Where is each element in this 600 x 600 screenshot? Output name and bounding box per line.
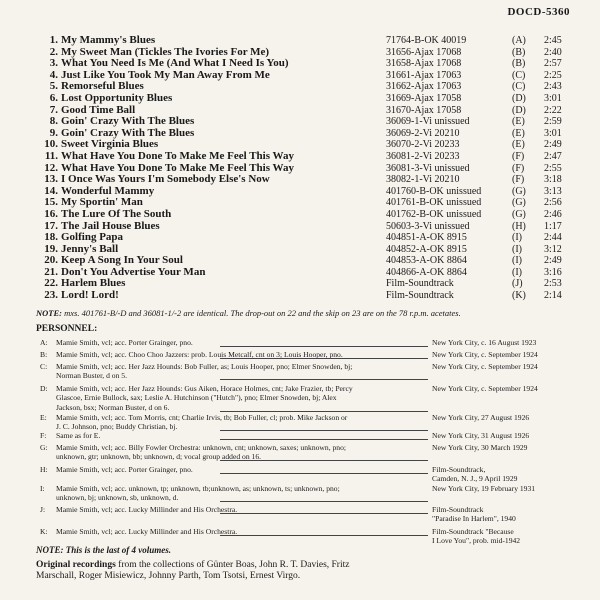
track-title: Jenny's Ball — [61, 242, 119, 255]
track-personnel-group: (G) — [512, 185, 526, 197]
track-personnel-group: (D) — [512, 104, 526, 116]
track-duration: 2:44 — [544, 232, 562, 244]
track-duration: 2:45 — [544, 35, 562, 46]
track-personnel-group: (I) — [512, 255, 522, 267]
track-row — [0, 116, 600, 128]
recording-location-date — [432, 384, 592, 393]
track-number: 12. — [44, 161, 58, 174]
track-duration: 2:55 — [544, 162, 562, 174]
catalog-number: DOCD-5360 — [507, 6, 570, 18]
personnel-entry — [0, 362, 600, 381]
location-line: Camden, N. J., 9 April 1929 — [432, 474, 518, 484]
track-personnel-group: (F) — [512, 162, 525, 174]
location-line: Film-Soundtrack "Because — [432, 527, 514, 536]
track-row — [0, 209, 600, 221]
recording-location-date — [432, 465, 592, 484]
track-title: Sweet Virginia Blues — [61, 138, 159, 151]
recording-location-date — [432, 362, 592, 371]
track-personnel-group: (F) — [512, 150, 525, 162]
track-duration: 2:49 — [544, 139, 562, 151]
track-matrix: Film-Soundtrack — [386, 290, 454, 302]
track-row — [0, 151, 600, 163]
track-matrix: 31662-Ajax 17063 — [386, 81, 462, 93]
personnel-line: Mamie Smith, vcl; acc. Lucky Millinder and His Orchestra. — [56, 527, 238, 536]
track-title: Keep A Song In Your Soul — [61, 254, 183, 267]
recording-location-date — [432, 443, 592, 452]
leader-line — [220, 358, 428, 359]
track-personnel-group: (I) — [512, 266, 522, 278]
personnel-entry — [0, 465, 600, 484]
track-title: Lord! Lord! — [61, 289, 119, 302]
track-personnel-group: (J) — [512, 278, 523, 290]
track-matrix: 31661-Ajax 17063 — [386, 69, 462, 81]
track-matrix: 31658-Ajax 17068 — [386, 58, 462, 70]
track-personnel-group: (K) — [512, 290, 526, 302]
personnel-lineup — [56, 362, 426, 381]
track-number: 20. — [44, 254, 58, 267]
location-line: Film-Soundtrack, — [432, 465, 486, 474]
track-duration: 2:59 — [544, 116, 562, 128]
track-matrix: 404853-A-OK 8864 — [386, 255, 467, 267]
track-title: Harlem Blues — [61, 277, 126, 290]
track-duration: 3:01 — [544, 127, 562, 139]
personnel-entry — [0, 484, 600, 503]
track-duration: 2:56 — [544, 197, 562, 209]
personnel-entry — [0, 527, 600, 546]
track-matrix: 404866-A-OK 8864 — [386, 266, 467, 278]
track-number: 14. — [44, 184, 58, 197]
track-title: What You Need Is Me (And What I Need Is You) — [61, 57, 289, 70]
track-matrix: 38082-1-Vi 20210 — [386, 174, 460, 186]
track-matrix: 404851-A-OK 8915 — [386, 232, 467, 244]
track-duration: 3:18 — [544, 174, 562, 186]
location-line: New York City, c. 16 August 1923 — [432, 338, 537, 347]
track-number: 8. — [49, 115, 58, 128]
personnel-line: Norman Buster, d on 5. — [56, 371, 127, 381]
track-duration: 2:40 — [544, 46, 562, 58]
track-personnel-group: (I) — [512, 232, 522, 244]
track-title: My Sweet Man (Tickles The Ivories For Me) — [61, 45, 270, 58]
personnel-lineup — [56, 413, 426, 432]
track-number: 22. — [44, 277, 58, 290]
track-personnel-group: (D) — [512, 92, 526, 104]
track-matrix: 31656-Ajax 17068 — [386, 46, 462, 58]
leader-line — [220, 439, 428, 440]
personnel-entry — [0, 431, 600, 440]
track-duration: 3:16 — [544, 266, 562, 278]
track-title: Goin' Crazy With The Blues — [61, 126, 195, 139]
track-matrix: 31669-Ajax 17058 — [386, 92, 462, 104]
location-line: New York City, 27 August 1926 — [432, 413, 530, 422]
personnel-entry — [0, 384, 600, 412]
track-personnel-group: (E) — [512, 139, 525, 151]
personnel-entry — [0, 505, 600, 524]
track-personnel-group: (I) — [512, 243, 522, 255]
recording-location-date — [432, 338, 592, 347]
personnel-line: Glascoe, Ernie Bullock, sax; Leslie A. Hutchinson ("Hutch"), pno; Elmer Snowden, bj; Alex — [56, 393, 337, 403]
track-row — [0, 290, 600, 302]
track-duration: 2:47 — [544, 150, 562, 162]
leader-line — [220, 379, 428, 380]
track-personnel-group: (E) — [512, 116, 525, 128]
personnel-letter: A: — [40, 338, 48, 347]
recording-location-date — [432, 431, 592, 440]
personnel-line: Jackson, bsx; Norman Buster, d on 6. — [56, 402, 170, 412]
recording-location-date — [432, 505, 592, 524]
track-personnel-group: (B) — [512, 46, 526, 58]
track-title: Good Time Ball — [61, 103, 136, 116]
track-number: 10. — [44, 138, 58, 151]
location-line: New York City, c. September 1924 — [432, 384, 538, 393]
track-number: 18. — [44, 231, 58, 244]
track-matrix: 36069-2-Vi 20210 — [386, 127, 460, 139]
location-line: New York City, 31 August 1926 — [432, 431, 530, 440]
track-matrix: 36069-1-Vi unissued — [386, 116, 470, 128]
track-number: 21. — [44, 265, 58, 278]
location-line: New York City, c. September 1924 — [432, 350, 538, 359]
track-row — [0, 35, 600, 47]
recording-location-date — [432, 484, 592, 493]
personnel-line: unknown, gtr; unknown, bb; unknown, d; vocal group added on 16. — [56, 452, 262, 462]
track-personnel-group: (E) — [512, 127, 525, 139]
location-line: "Paradise In Harlem", 1940 — [432, 514, 516, 524]
track-duration: 2:43 — [544, 81, 562, 93]
track-matrix: 36081-2-Vi 20233 — [386, 150, 460, 162]
personnel-entry — [0, 350, 600, 359]
track-title: What Have You Done To Make Me Feel This Way — [61, 161, 294, 174]
personnel-line: Mamie Smith, vcl; acc. Lucky Millinder and His Orchestra. — [56, 505, 238, 514]
leader-line — [220, 535, 428, 536]
track-duration: 2:49 — [544, 255, 562, 267]
track-duration: 3:12 — [544, 243, 562, 255]
personnel-line: Mamie Smith, vcl; acc. Billy Fowler Orchestra: unknown, cnt; unknown, saxes; unknown, pno; — [56, 443, 346, 452]
track-title: The Lure Of The South — [61, 207, 172, 220]
track-title: What Have You Done To Make Me Feel This Way — [61, 149, 294, 162]
track-row — [0, 93, 600, 105]
track-title: The Jail House Blues — [61, 219, 160, 232]
track-duration: 2:22 — [544, 104, 562, 116]
track-title: Lost Opportunity Blues — [61, 91, 173, 104]
track-matrix: 401761-B-OK unissued — [386, 197, 482, 209]
originals-text: from the collections of Günter Boas, John R. T. Davies, Fritz Marschall, Roger Misiewicz, Johnny Parth, Tom Tsotsi, Ernest Virgo. — [36, 560, 350, 581]
leader-line — [220, 513, 428, 514]
location-line: I Love You", prob. mid-1942 — [432, 536, 521, 546]
personnel-entry — [0, 443, 600, 462]
track-number: 9. — [49, 126, 58, 139]
track-number: 7. — [49, 103, 58, 116]
recording-location-date — [432, 413, 592, 422]
track-duration: 3:01 — [544, 92, 562, 104]
personnel-line: Mamie Smith, vcl; acc. Porter Grainger, pno. — [56, 465, 193, 474]
recording-location-date — [432, 350, 592, 359]
track-matrix: Film-Soundtrack — [386, 278, 454, 290]
track-title: Golfing Papa — [61, 231, 124, 244]
track-row — [0, 232, 600, 244]
leader-line — [220, 411, 428, 412]
track-matrix: 401760-B-OK unissued — [386, 185, 482, 197]
personnel-letter: C: — [40, 362, 48, 371]
track-personnel-group: (H) — [512, 220, 526, 232]
track-number: 6. — [49, 91, 58, 104]
track-duration: 2:46 — [544, 208, 562, 220]
personnel-lineup — [56, 484, 426, 503]
personnel-line: Mamie Smith, vcl; acc. Porter Grainger, pno. — [56, 338, 193, 347]
track-matrix: 71764-B-OK 40019 — [386, 35, 467, 46]
personnel-entry — [0, 413, 600, 432]
track-number: 4. — [49, 68, 58, 81]
personnel-letter: G: — [40, 443, 48, 452]
originals-label: Original recordings — [36, 560, 116, 570]
leader-line — [220, 346, 428, 347]
track-duration: 3:13 — [544, 185, 562, 197]
track-title: Don't You Advertise Your Man — [61, 265, 206, 278]
personnel-lineup — [56, 384, 426, 412]
track-matrix: 50603-3-Vi unissued — [386, 220, 470, 232]
track-list — [0, 35, 600, 302]
track-title: My Sportin' Man — [61, 196, 143, 209]
location-line: New York City, 30 March 1929 — [432, 443, 528, 452]
track-number: 15. — [44, 196, 58, 209]
track-personnel-group: (C) — [512, 81, 526, 93]
track-number: 17. — [44, 219, 58, 232]
personnel-heading: PERSONNEL: — [36, 324, 98, 334]
leader-line — [220, 473, 428, 474]
track-personnel-group: (G) — [512, 197, 526, 209]
personnel-letter: J: — [40, 505, 46, 514]
note-text: mxs. 401761-B/-D and 36081-1/-2 are identical. The drop-out on 22 and the skip on 23 are on the 78 r.p.m. acetates. — [64, 308, 461, 318]
track-number: 13. — [44, 173, 58, 186]
track-title: Wonderful Mammy — [61, 184, 155, 197]
recording-location-date — [432, 527, 592, 546]
track-title: Just Like You Took My Man Away From Me — [61, 68, 270, 81]
note-label: NOTE: — [36, 308, 62, 318]
track-duration: 2:25 — [544, 69, 562, 81]
personnel-letter: E: — [40, 413, 47, 422]
personnel-line: Mamie Smith, vcl; acc. Her Jazz Hounds: Gus Aiken, Horace Holmes, cnt; Jake Frazier, tb; Percy — [56, 384, 353, 393]
track-matrix: 404852-A-OK 8915 — [386, 243, 467, 255]
track-title: Remorseful Blues — [61, 80, 144, 93]
track-title: Goin' Crazy With The Blues — [61, 115, 195, 128]
personnel-letter: B: — [40, 350, 48, 359]
personnel-lineup — [56, 443, 426, 462]
track-matrix: 401762-B-OK unissued — [386, 208, 482, 220]
track-matrix: 36070-2-Vi 20233 — [386, 139, 460, 151]
track-duration: 2:57 — [544, 58, 562, 70]
track-number: 5. — [49, 80, 58, 93]
location-line: New York City, 19 February 1931 — [432, 484, 536, 493]
personnel-line: Mamie Smith, vcl; acc. Tom Morris, cnt; Charlie Irvis, tb; Bob Fuller, cl; prob. Mike Jackson or — [56, 413, 348, 422]
personnel-line: Mamie Smith, vcl; acc. unknown, tp; unknown, tb;unknown, as; unknown, ts; unknown, pno; — [56, 484, 340, 493]
track-matrix: 36081-3-Vi unissued — [386, 162, 470, 174]
leader-line — [220, 460, 428, 461]
track-personnel-group: (B) — [512, 58, 526, 70]
personnel-line: J. C. Johnson, pno; Buddy Christian, bj. — [56, 422, 178, 432]
personnel-line: Mamie Smith, vcl; acc. Choo Choo Jazzers: prob. Louis Metcalf, cnt on 3; Louis Hooper, pno. — [56, 350, 343, 359]
track-personnel-group: (C) — [512, 69, 526, 81]
track-matrix: 31670-Ajax 17058 — [386, 104, 462, 116]
track-title: My Mammy's Blues — [61, 34, 156, 46]
track-number: 23. — [44, 289, 58, 302]
location-line: New York City, c. September 1924 — [432, 362, 538, 371]
personnel-line: Mamie Smith, vcl; acc. Her Jazz Hounds: Bob Fuller, as; Louis Hooper, pno; Elmer Snowden, bj; — [56, 362, 353, 371]
track-number: 16. — [44, 207, 58, 220]
track-duration: 2:53 — [544, 278, 562, 290]
track-number: 2. — [49, 45, 58, 58]
personnel-entry — [0, 338, 600, 347]
track-duration: 2:14 — [544, 290, 562, 302]
tracks-note — [36, 308, 584, 318]
track-title: I Once Was Yours I'm Somebody Else's Now — [61, 173, 270, 186]
leader-line — [220, 501, 428, 502]
personnel-line: unknown, bj; unknown, sb, unknown, d. — [56, 493, 179, 503]
track-number: 3. — [49, 57, 58, 70]
personnel-letter: D: — [40, 384, 48, 393]
track-number: 1. — [49, 34, 58, 46]
track-duration: 1:17 — [544, 220, 562, 232]
track-number: 11. — [44, 149, 58, 162]
closing-note: NOTE: This is the last of 4 volumes. — [36, 545, 172, 555]
track-personnel-group: (F) — [512, 174, 525, 186]
track-personnel-group: (A) — [512, 35, 526, 46]
original-recordings-credit — [36, 560, 366, 582]
track-row — [0, 174, 600, 186]
track-number: 19. — [44, 242, 58, 255]
personnel-letter: F: — [40, 431, 47, 440]
personnel-letter: K: — [40, 527, 48, 536]
personnel-line: Same as for E. — [56, 431, 101, 440]
personnel-letter: H: — [40, 465, 48, 474]
personnel-letter: I: — [40, 484, 45, 493]
track-personnel-group: (G) — [512, 208, 526, 220]
location-line: Film-Soundtrack — [432, 505, 484, 514]
